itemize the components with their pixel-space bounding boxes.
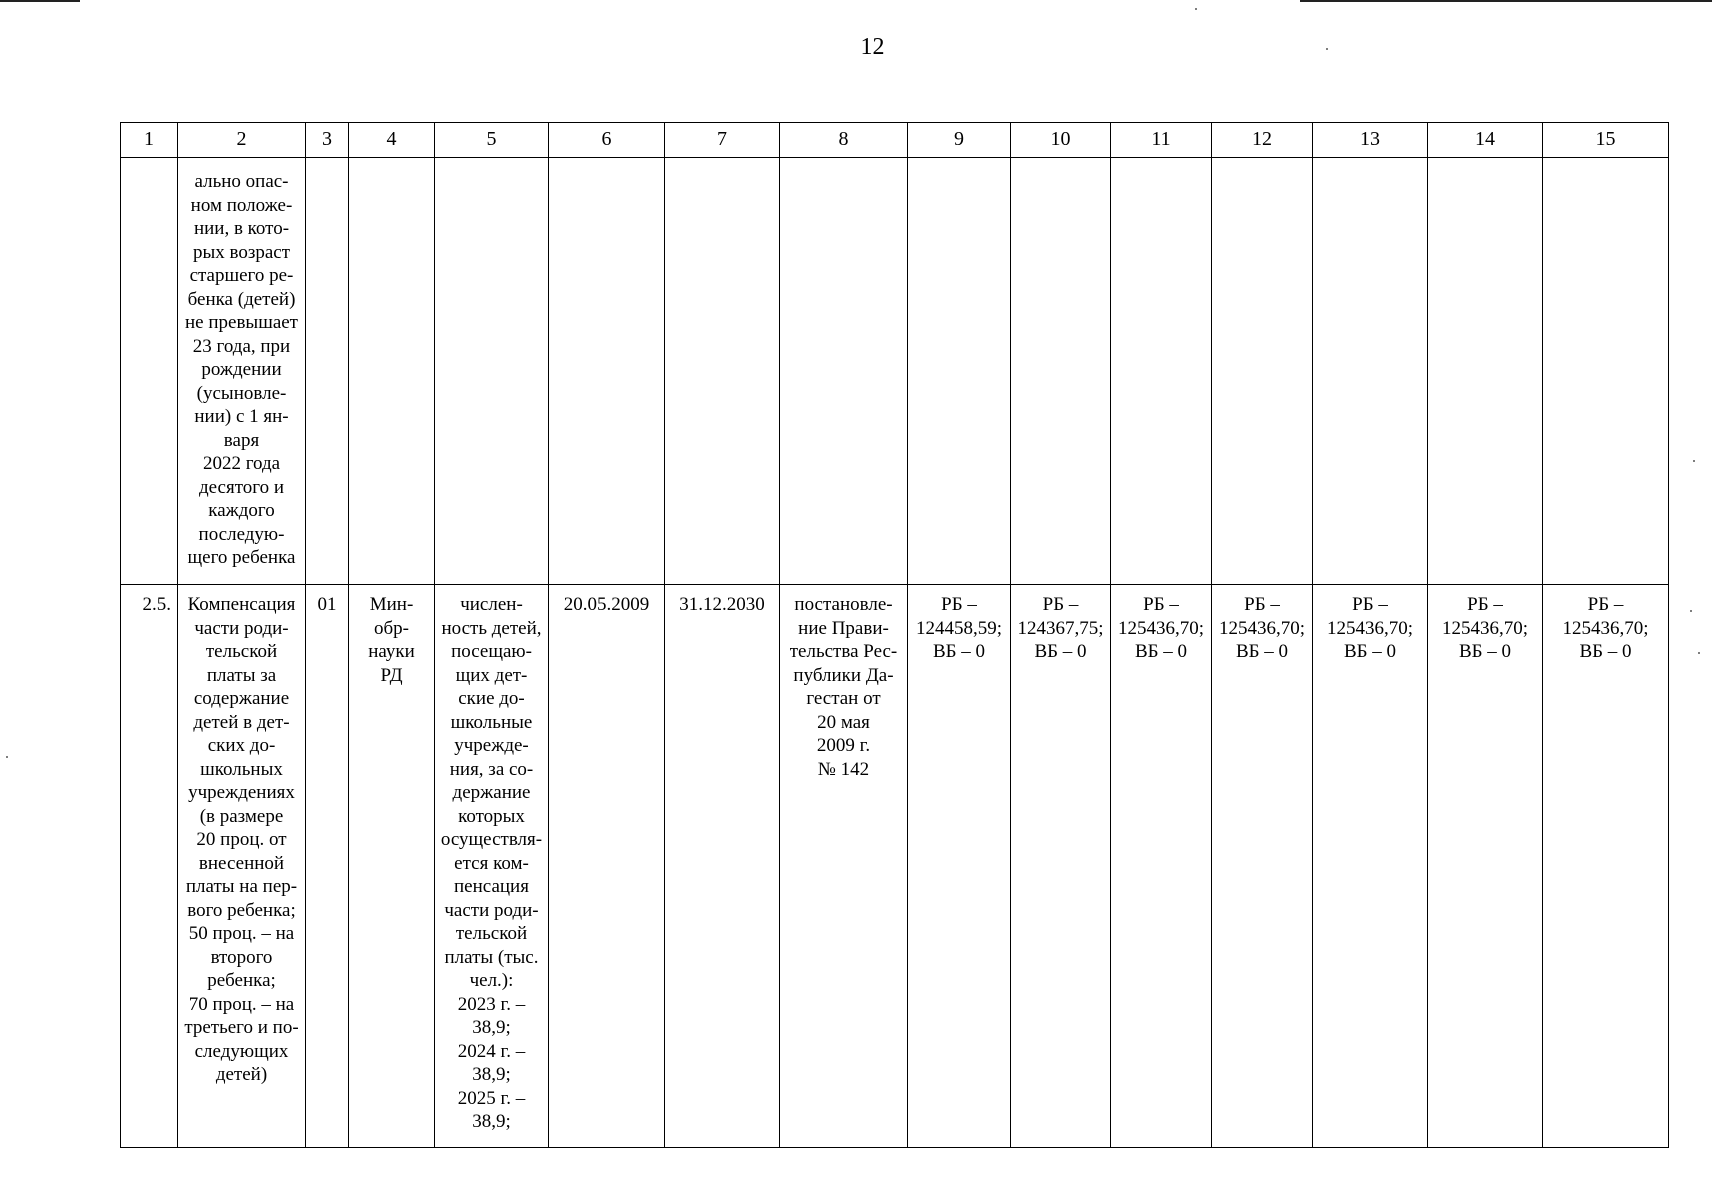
column-header: 13 <box>1313 123 1428 158</box>
column-number-row <box>121 123 1669 158</box>
funding-cell: РБ – 125436,70; ВБ – 0 <box>1111 585 1212 1148</box>
item-end-date: 31.12.2030 <box>665 585 780 1148</box>
column-header: 8 <box>780 123 908 158</box>
table-cell <box>1313 158 1428 585</box>
scan-speck <box>1698 652 1700 654</box>
scan-top-rule-left <box>0 0 80 2</box>
item-description: Компенсация части роди- тельской платы за содержание детей в дет- ских до- школьных учреждениях (в размере 20 проц. от внесенной платы на пер- вого ребенка; 50 проц. – на второго ребенка; 70 проц. – на третьего и по- следующих детей) <box>178 585 306 1148</box>
table-cell <box>306 158 349 585</box>
table-cell <box>1543 158 1669 585</box>
table-cell <box>665 158 780 585</box>
scan-speck <box>1195 8 1197 10</box>
table-cell <box>1111 158 1212 585</box>
table-cell <box>435 158 549 585</box>
column-header: 15 <box>1543 123 1669 158</box>
continued-description: ально опас- ном положе- нии, в кото- рых возраст старшего ре- бенка (детей) не превышает 23 года, при рождении (усыновле- нии) с 1 ян- варя 2022 года десятого и каждого последую- щего ребенка <box>178 158 306 585</box>
column-header: 1 <box>121 123 178 158</box>
scan-speck <box>1693 460 1695 462</box>
column-header: 12 <box>1212 123 1313 158</box>
scan-speck <box>6 756 8 758</box>
column-header: 4 <box>349 123 435 158</box>
funding-cell: РБ – 125436,70; ВБ – 0 <box>1428 585 1543 1148</box>
scan-speck <box>1690 610 1692 612</box>
item-code: 01 <box>306 585 349 1148</box>
page-number: 12 <box>860 34 885 60</box>
table-cell <box>1428 158 1543 585</box>
table-cell <box>121 158 178 585</box>
table-cell <box>1212 158 1313 585</box>
item-indicator: числен- ность детей, посещаю- щих дет- ские до- школьные учрежде- ния, за со- держание которых осуществля- ется ком- пенсация части роди- тельской платы (тыс. чел.): 2023 г. – 38,9; 2024 г. – 38,9; 2025 г. – 38,9; <box>435 585 549 1148</box>
item-legal-basis: постановле- ние Прави- тельства Рес- публики Да- гестан от 20 мая 2009 г. № 142 <box>780 585 908 1148</box>
table-cell <box>349 158 435 585</box>
table-cell <box>549 158 665 585</box>
funding-cell: РБ – 125436,70; ВБ – 0 <box>1543 585 1669 1148</box>
continuation-row <box>121 158 1669 585</box>
column-header: 10 <box>1011 123 1111 158</box>
program-table <box>120 122 1669 1148</box>
item-start-date: 20.05.2009 <box>549 585 665 1148</box>
item-number: 2.5. <box>121 585 178 1148</box>
item-row-2-5 <box>121 585 1669 1148</box>
table-cell <box>1011 158 1111 585</box>
table-cell <box>908 158 1011 585</box>
column-header: 11 <box>1111 123 1212 158</box>
funding-cell: РБ – 124367,75; ВБ – 0 <box>1011 585 1111 1148</box>
column-header: 5 <box>435 123 549 158</box>
column-header: 2 <box>178 123 306 158</box>
item-executor: Мин- обр- науки РД <box>349 585 435 1148</box>
column-header: 9 <box>908 123 1011 158</box>
scan-speck <box>1326 48 1328 50</box>
column-header: 3 <box>306 123 349 158</box>
funding-cell: РБ – 125436,70; ВБ – 0 <box>1313 585 1428 1148</box>
table-cell <box>780 158 908 585</box>
column-header: 6 <box>549 123 665 158</box>
funding-cell: РБ – 125436,70; ВБ – 0 <box>1212 585 1313 1148</box>
scan-top-rule-right <box>1300 0 1712 2</box>
column-header: 7 <box>665 123 780 158</box>
funding-cell: РБ – 124458,59; ВБ – 0 <box>908 585 1011 1148</box>
column-header: 14 <box>1428 123 1543 158</box>
